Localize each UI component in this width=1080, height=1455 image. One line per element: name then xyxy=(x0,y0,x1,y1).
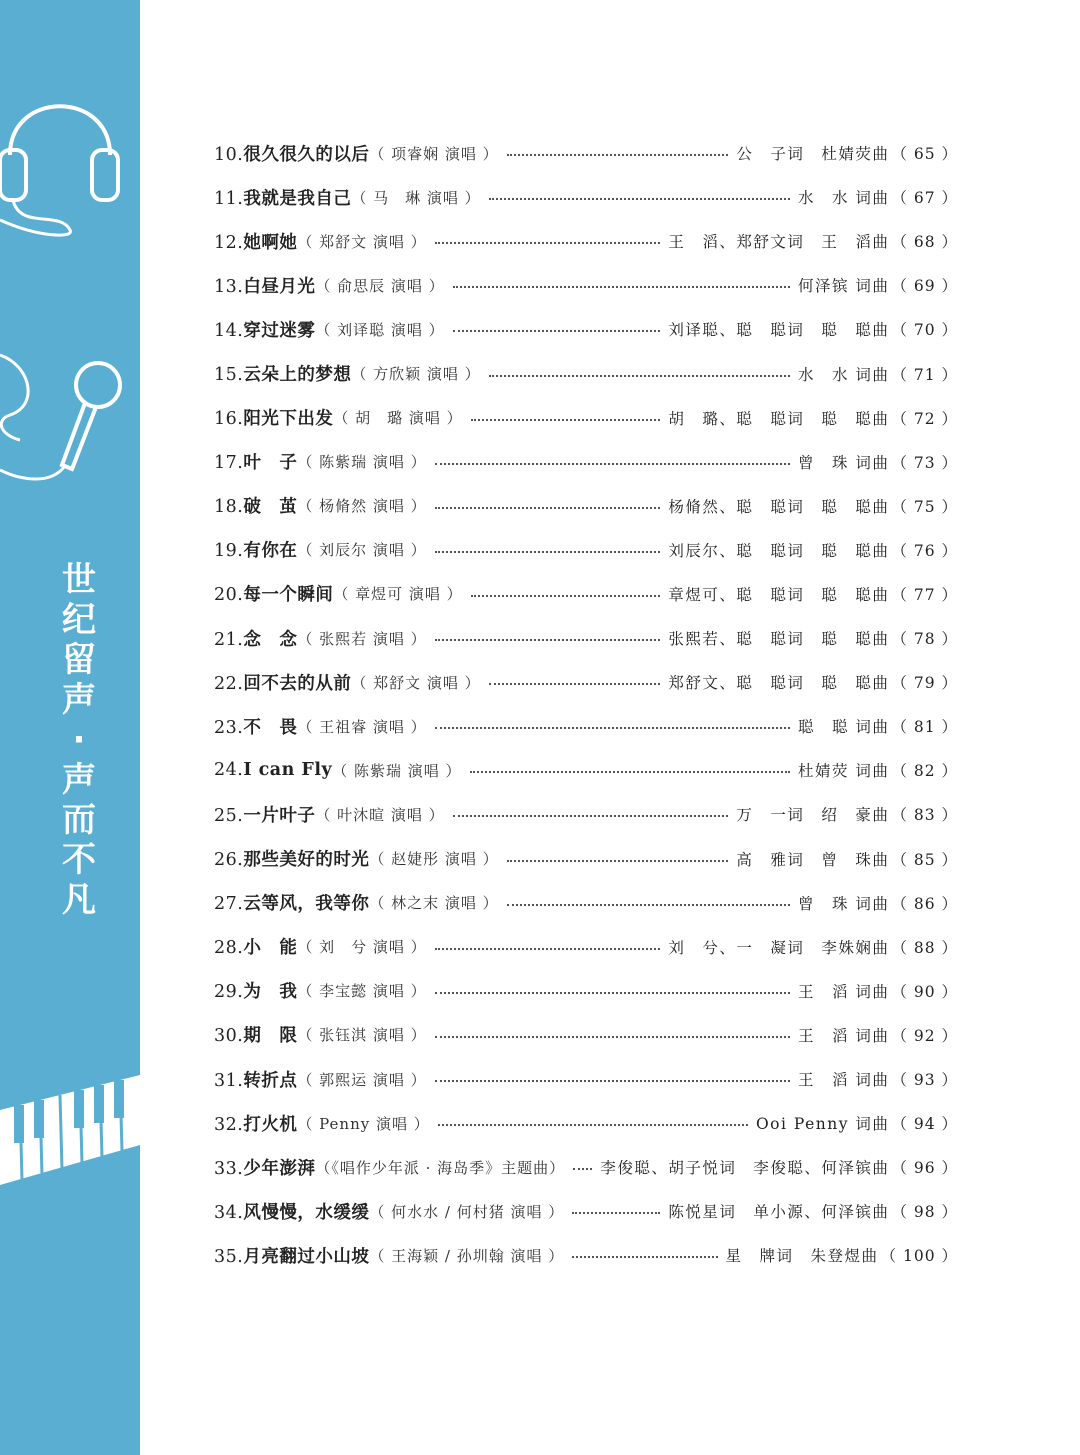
piano-keys-icon xyxy=(0,1065,140,1205)
leader-dots xyxy=(453,330,661,332)
entry-number: 13. xyxy=(214,276,244,297)
entry-credit: 曾 珠 词曲 xyxy=(797,894,890,913)
entry-performer: （ 郑舒文 演唱 ） xyxy=(351,673,481,692)
entry-title: 为 我 xyxy=(243,982,298,1003)
entry-number: 25. xyxy=(214,805,244,826)
toc-entry[interactable] xyxy=(214,1101,958,1145)
leader-dots xyxy=(471,419,661,421)
entry-title: 念 念 xyxy=(243,629,298,650)
entry-title: 穿过迷雾 xyxy=(243,320,316,341)
leader-dots xyxy=(438,1124,748,1126)
entry-heading xyxy=(214,802,315,827)
entry-title: 破 茧 xyxy=(243,497,298,518)
entry-credit: 刘 兮、一 凝词 李姝娴曲 xyxy=(668,938,890,957)
entry-performer: （ 刘辰尔 演唱 ） xyxy=(297,541,427,560)
entry-heading xyxy=(214,714,297,739)
entry-title: 有你在 xyxy=(243,541,298,562)
sidebar-title-char: 世 xyxy=(62,560,96,600)
entry-credit: 水 水 词曲 xyxy=(797,189,890,208)
leader-dots xyxy=(507,904,790,906)
entry-performer: （ 杨脩然 演唱 ） xyxy=(297,497,427,516)
leader-dots xyxy=(489,375,790,377)
leader-dots xyxy=(435,1036,790,1038)
leader-dots xyxy=(572,1212,660,1214)
entry-heading xyxy=(214,405,333,430)
toc-entry[interactable] xyxy=(214,528,958,572)
entry-heading xyxy=(214,978,297,1003)
sidebar-title xyxy=(52,560,106,920)
entry-performer: （ 马 琳 演唱 ） xyxy=(351,188,481,207)
leader-dots xyxy=(489,198,790,200)
entry-page: （ 92 ） xyxy=(891,1026,958,1045)
leader-dots xyxy=(435,1080,790,1082)
entry-credit: Ooi Penny 词曲 xyxy=(755,1115,890,1134)
leader-dots xyxy=(572,1256,717,1258)
leader-dots xyxy=(489,683,661,685)
entry-page: （ 77 ） xyxy=(891,585,958,604)
entry-credit: 公 子词 杜婧荧曲 xyxy=(736,145,890,164)
toc-entry[interactable] xyxy=(214,440,958,484)
entry-page: （ 67 ） xyxy=(891,189,958,208)
entry-number: 17. xyxy=(214,453,244,474)
toc-entry[interactable] xyxy=(214,1057,958,1101)
entry-heading xyxy=(214,760,332,780)
entry-credit: 胡 璐、聪 聪词 聪 聪曲 xyxy=(668,409,890,428)
entry-credit: 刘辰尔、聪 聪词 聪 聪曲 xyxy=(668,541,890,560)
sidebar-title-char: 声 xyxy=(62,680,96,720)
entry-performer: （ 项睿娴 演唱 ） xyxy=(369,144,499,163)
entry-heading xyxy=(214,1022,297,1047)
entry-page: （ 81 ） xyxy=(891,718,958,737)
leader-dots xyxy=(573,1168,592,1170)
entry-heading xyxy=(214,361,351,386)
entry-number: 26. xyxy=(214,850,244,871)
sidebar-title-char: 而 xyxy=(62,800,96,840)
sidebar-title-char: 留 xyxy=(62,640,96,680)
entry-page: （ 69 ） xyxy=(891,277,958,296)
toc-entry[interactable] xyxy=(214,704,958,748)
entry-heading xyxy=(214,493,297,518)
entry-credit: 王 滔、郑舒文词 王 滔曲 xyxy=(668,233,890,252)
entry-number: 11. xyxy=(214,188,244,209)
entry-heading xyxy=(214,670,351,695)
entry-number: 10. xyxy=(214,144,244,165)
entry-number: 31. xyxy=(214,1070,244,1091)
entry-heading xyxy=(214,890,369,915)
headphones-icon xyxy=(0,60,140,240)
entry-performer: （ 赵婕彤 演唱 ） xyxy=(369,850,499,869)
entry-performer: （ 张熙若 演唱 ） xyxy=(297,629,427,648)
entry-heading xyxy=(214,449,297,474)
toc-entry[interactable] xyxy=(214,748,958,792)
toc-entry[interactable] xyxy=(214,175,958,219)
entry-title: 打火机 xyxy=(243,1114,298,1135)
entry-credit: 高 雅词 曾 珠曲 xyxy=(736,850,890,869)
entry-page: （ 79 ） xyxy=(891,674,958,693)
toc-entry[interactable] xyxy=(214,616,958,660)
sidebar-title-char: 纪 xyxy=(62,600,96,640)
entry-credit: 王 滔 词曲 xyxy=(797,982,890,1001)
entry-page: （ 65 ） xyxy=(891,145,958,164)
leader-dots xyxy=(435,639,661,641)
leader-dots xyxy=(435,507,661,509)
entry-title: 白昼月光 xyxy=(243,276,316,297)
leader-dots xyxy=(507,860,729,862)
entry-heading xyxy=(214,229,297,254)
toc-entry[interactable] xyxy=(214,925,958,969)
microphone-icon xyxy=(0,345,140,495)
table-of-contents xyxy=(214,131,958,1277)
entry-heading xyxy=(214,581,333,606)
entry-number: 34. xyxy=(214,1202,244,1223)
entry-performer: （ 章煜可 演唱 ） xyxy=(333,585,463,604)
entry-performer: （ 郑舒文 演唱 ） xyxy=(297,232,427,251)
entry-performer: （ 刘译聪 演唱 ） xyxy=(315,320,445,339)
entry-credit: 何泽镔 词曲 xyxy=(797,277,890,296)
entry-performer: （ 林之末 演唱 ） xyxy=(369,894,499,913)
entry-heading xyxy=(214,1155,315,1180)
entry-credit: 李俊聪、胡子悦词 李俊聪、何泽镔曲 xyxy=(600,1159,890,1178)
entry-page: （ 71 ） xyxy=(891,365,958,384)
leader-dots xyxy=(435,992,790,994)
leader-dots xyxy=(435,727,790,729)
toc-entry[interactable] xyxy=(214,307,958,351)
toc-entry[interactable] xyxy=(214,837,958,881)
entry-page: （ 73 ） xyxy=(891,453,958,472)
entry-number: 33. xyxy=(214,1158,244,1179)
toc-entry[interactable] xyxy=(214,1233,958,1277)
entry-credit: 杜婧荧 词曲 xyxy=(797,762,890,781)
leader-dots xyxy=(507,154,729,156)
entry-page: （ 88 ） xyxy=(891,938,958,957)
entry-performer: （ 叶沐暄 演唱 ） xyxy=(315,805,445,824)
entry-credit: 章煜可、聪 聪词 聪 聪曲 xyxy=(668,585,890,604)
entry-title: 每一个瞬间 xyxy=(243,585,334,606)
entry-credit: 刘译聪、聪 聪词 聪 聪曲 xyxy=(668,321,890,340)
entry-page: （ 86 ） xyxy=(891,894,958,913)
entry-number: 19. xyxy=(214,541,244,562)
sidebar-title-char: · xyxy=(72,720,86,760)
toc-entry[interactable] xyxy=(214,572,958,616)
entry-number: 24. xyxy=(214,760,244,781)
entry-number: 16. xyxy=(214,409,244,430)
toc-entry[interactable] xyxy=(214,396,958,440)
entry-credit: 陈悦星词 单小源、何泽镔曲 xyxy=(668,1203,890,1222)
entry-performer: （ 陈紫瑞 演唱 ） xyxy=(332,761,462,780)
entry-number: 23. xyxy=(214,717,244,738)
entry-number: 28. xyxy=(214,938,244,959)
toc-entry[interactable] xyxy=(214,131,958,175)
toc-entry[interactable] xyxy=(214,1189,958,1233)
entry-page: （ 96 ） xyxy=(891,1159,958,1178)
entry-title: 她啊她 xyxy=(243,232,298,253)
entry-page: （ 68 ） xyxy=(891,233,958,252)
entry-page: （ 93 ） xyxy=(891,1071,958,1090)
entry-number: 14. xyxy=(214,320,244,341)
entry-credit: 杨脩然、聪 聪词 聪 聪曲 xyxy=(668,497,890,516)
entry-page: （ 76 ） xyxy=(891,541,958,560)
entry-title: 风慢慢，水缓缓 xyxy=(243,1202,370,1223)
sidebar xyxy=(0,0,140,1455)
toc-entry[interactable] xyxy=(214,219,958,263)
entry-heading xyxy=(214,185,351,210)
entry-heading xyxy=(214,846,369,871)
entry-title: I can Fly xyxy=(243,760,333,781)
entry-performer: （ 胡 璐 演唱 ） xyxy=(333,409,463,428)
entry-title: 云朵上的梦想 xyxy=(243,365,352,386)
entry-page: （ 100 ） xyxy=(880,1247,958,1266)
entry-number: 18. xyxy=(214,497,244,518)
entry-title: 阳光下出发 xyxy=(243,409,334,430)
entry-credit: 水 水 词曲 xyxy=(797,365,890,384)
toc-entry[interactable] xyxy=(214,351,958,395)
entry-credit: 万 一词 绍 豪曲 xyxy=(736,806,890,825)
entry-credit: 聪 聪 词曲 xyxy=(797,718,890,737)
toc-entry[interactable] xyxy=(214,792,958,836)
entry-title: 月亮翻过小山坡 xyxy=(243,1246,370,1267)
entry-title: 很久很久的以后 xyxy=(243,144,370,165)
entry-heading xyxy=(214,1067,297,1092)
entry-page: （ 85 ） xyxy=(891,850,958,869)
entry-performer: （《唱作少年派 · 海岛季》主题曲） xyxy=(315,1158,566,1177)
leader-dots xyxy=(435,463,790,465)
entry-heading xyxy=(214,317,315,342)
toc-entry[interactable] xyxy=(214,1145,958,1189)
entry-title: 期 限 xyxy=(243,1026,298,1047)
entry-page: （ 70 ） xyxy=(891,321,958,340)
entry-credit: 王 滔 词曲 xyxy=(797,1026,890,1045)
leader-dots xyxy=(470,771,790,773)
entry-number: 30. xyxy=(214,1026,244,1047)
entry-heading xyxy=(214,934,297,959)
entry-page: （ 83 ） xyxy=(891,806,958,825)
entry-number: 21. xyxy=(214,629,244,650)
entry-performer: （ Penny 演唱 ） xyxy=(297,1114,430,1133)
entry-performer: （ 郭熙运 演唱 ） xyxy=(297,1070,427,1089)
entry-heading xyxy=(214,1243,369,1268)
sidebar-title-char: 凡 xyxy=(62,880,96,920)
entry-credit: 郑舒文、聪 聪词 聪 聪曲 xyxy=(668,674,890,693)
leader-dots xyxy=(471,595,661,597)
entry-page: （ 82 ） xyxy=(891,762,958,781)
toc-entry[interactable] xyxy=(214,660,958,704)
leader-dots xyxy=(435,948,661,950)
entry-title: 我就是我自己 xyxy=(243,188,352,209)
entry-number: 15. xyxy=(214,365,244,386)
entry-page: （ 78 ） xyxy=(891,630,958,649)
entry-title: 那些美好的时光 xyxy=(243,850,370,871)
toc-entry[interactable] xyxy=(214,263,958,307)
entry-page: （ 75 ） xyxy=(891,497,958,516)
entry-number: 32. xyxy=(214,1114,244,1135)
entry-performer: （ 刘 兮 演唱 ） xyxy=(297,938,427,957)
entry-performer: （ 王祖睿 演唱 ） xyxy=(297,717,427,736)
entry-number: 12. xyxy=(214,232,244,253)
entry-number: 35. xyxy=(214,1246,244,1267)
entry-credit: 星 牌词 朱登煜曲 xyxy=(725,1247,879,1266)
entry-title: 少年澎湃 xyxy=(243,1158,316,1179)
leader-dots xyxy=(435,242,661,244)
entry-page: （ 90 ） xyxy=(891,982,958,1001)
entry-heading xyxy=(214,1111,297,1136)
entry-performer: （ 何水水 / 何村猪 演唱 ） xyxy=(369,1202,565,1221)
entry-number: 20. xyxy=(214,585,244,606)
entry-title: 转折点 xyxy=(243,1070,298,1091)
entry-page: （ 94 ） xyxy=(891,1115,958,1134)
entry-number: 27. xyxy=(214,894,244,915)
sidebar-title-char: 不 xyxy=(62,840,96,880)
toc-entry[interactable] xyxy=(214,1013,958,1057)
entry-credit: 张熙若、聪 聪词 聪 聪曲 xyxy=(668,630,890,649)
entry-heading xyxy=(214,626,297,651)
entry-page: （ 98 ） xyxy=(891,1203,958,1222)
toc-entry[interactable] xyxy=(214,969,958,1013)
entry-performer: （ 俞思辰 演唱 ） xyxy=(315,276,445,295)
entry-performer: （ 陈紫瑞 演唱 ） xyxy=(297,453,427,472)
entry-title: 不 畏 xyxy=(243,717,298,738)
sidebar-title-char: 声 xyxy=(62,760,96,800)
entry-title: 小 能 xyxy=(243,938,298,959)
entry-performer: （ 张钰淇 演唱 ） xyxy=(297,1026,427,1045)
toc-entry[interactable] xyxy=(214,484,958,528)
entry-heading xyxy=(214,141,369,166)
leader-dots xyxy=(453,286,790,288)
entry-title: 一片叶子 xyxy=(243,805,316,826)
entry-performer: （ 方欣颖 演唱 ） xyxy=(351,365,481,384)
toc-entry[interactable] xyxy=(214,881,958,925)
entry-credit: 曾 珠 词曲 xyxy=(797,453,890,472)
entry-heading xyxy=(214,273,315,298)
entry-number: 22. xyxy=(214,673,244,694)
entry-heading xyxy=(214,1199,369,1224)
entry-title: 叶 子 xyxy=(243,453,298,474)
entry-heading xyxy=(214,537,297,562)
entry-title: 云等风，我等你 xyxy=(243,894,370,915)
leader-dots xyxy=(435,551,661,553)
entry-performer: （ 王海颖 / 孙圳翰 演唱 ） xyxy=(369,1246,565,1265)
entry-performer: （ 李宝懿 演唱 ） xyxy=(297,982,427,1001)
leader-dots xyxy=(453,815,729,817)
entry-number: 29. xyxy=(214,982,244,1003)
entry-credit: 王 滔 词曲 xyxy=(797,1071,890,1090)
entry-page: （ 72 ） xyxy=(891,409,958,428)
entry-title: 回不去的从前 xyxy=(243,673,352,694)
